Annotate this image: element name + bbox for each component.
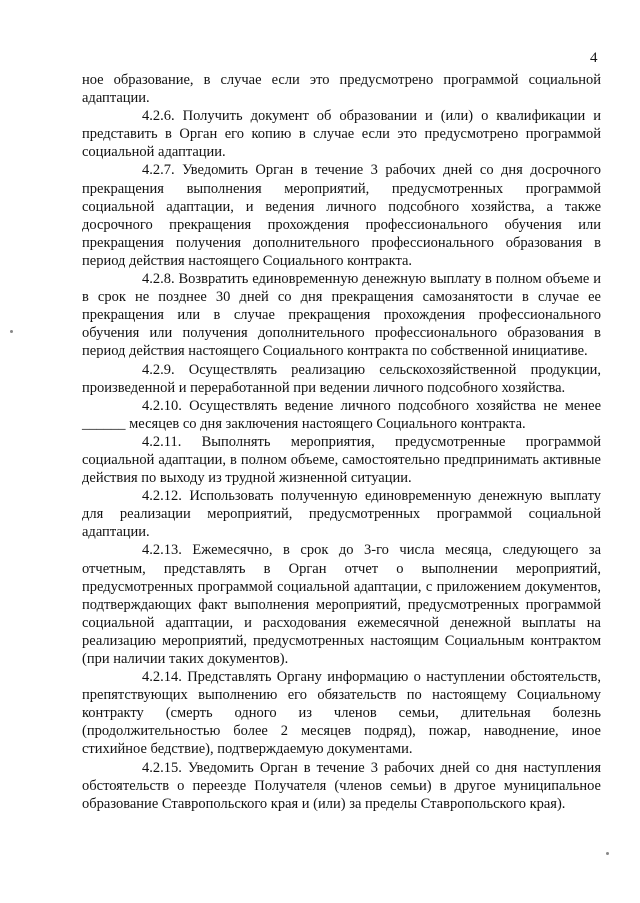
document-body [82,71,601,813]
paragraph-4-2-6: 4.2.6. Получить документ об образовании и (или) о квалификации и представить в Орган его копию в случае если это предусмотрено программой социальной адаптации. [82,108,601,161]
paragraph-4-2-11: 4.2.11. Выполнять мероприятия, предусмотренные программой социальной адаптации, в полном объеме, самостоятельно предпринимать активные действия по выходу из трудной жизненной ситуации. [82,433,601,487]
paragraph-4-2-10: 4.2.10. Осуществлять ведение личного подсобного хозяйства не менее ______ месяцев со дня заключения настоящего Социального контракта. [82,397,601,432]
scan-speck [10,330,13,333]
page-number: 4 [590,50,598,66]
paragraph-4-2-14: 4.2.14. Представлять Органу информацию о наступлении обстоятельств, препятствующих выполнению его обязательств по настоящему Социальному контракту (смерть одного из членов семьи, длительная болезнь (продолжительностью более 2 месяцев подряд), пожар, наводнение, иное стихийное бедствие), подтверждаемую документами. [82,669,601,758]
scan-speck [606,852,609,855]
paragraph-4-2-9: 4.2.9. Осуществлять реализацию сельскохозяйственной продукции, произведенной и переработанной при ведении личного подсобного хозяйства. [82,361,601,396]
paragraph-4-2-12: 4.2.12. Использовать полученную единовременную денежную выплату для реализации мероприятий, предусмотренных программой социальной адаптации. [82,488,601,541]
paragraph-4-2-7: 4.2.7. Уведомить Орган в течение 3 рабочих дней со дня досрочного прекращения выполнения мероприятий, предусмотренных программой социальной адаптации, и ведения личного подсобного хозяйства, а также досрочного прекращения прохождения профессионального обучения или прекращения получения дополнительного профессионального образования в период действия настоящего Социального контракта. [82,162,601,269]
paragraph-4-2-15: 4.2.15. Уведомить Орган в течение 3 рабочих дней со дня наступления обстоятельств о переезде Получателя (членов семьи) в другое муниципальное образование Ставропольского края и (или) за пределы Ставропольского края). [82,759,601,812]
paragraph-4-2-8: 4.2.8. Возвратить единовременную денежную выплату в полном объеме и в срок не позднее 30 дней со дня прекращения самозанятости в случае ее прекращения или в случае прекращения прохождения профессионального обучения или получения дополнительного профессионального образования в период действия настоящего Социального контракта по собственной инициативе. [82,271,601,360]
paragraph-4-2-13: 4.2.13. Ежемесячно, в срок до 3-го числа месяца, следующего за отчетным, представлять в Орган отчет о выполнении мероприятий, предусмотренных программой социальной адаптации, с приложением документов, подтверждающих факт выполнения мероприятий, предусмотренных программой социальной адаптации, и расходования ежемесячной денежной выплаты на реализацию мероприятий, предусмотренных настоящим Социальным контрактом (при наличии таких документов). [82,542,601,667]
paragraph-continuation: ное образование, в случае если это предусмотрено программой социальной адаптации. [82,72,601,107]
